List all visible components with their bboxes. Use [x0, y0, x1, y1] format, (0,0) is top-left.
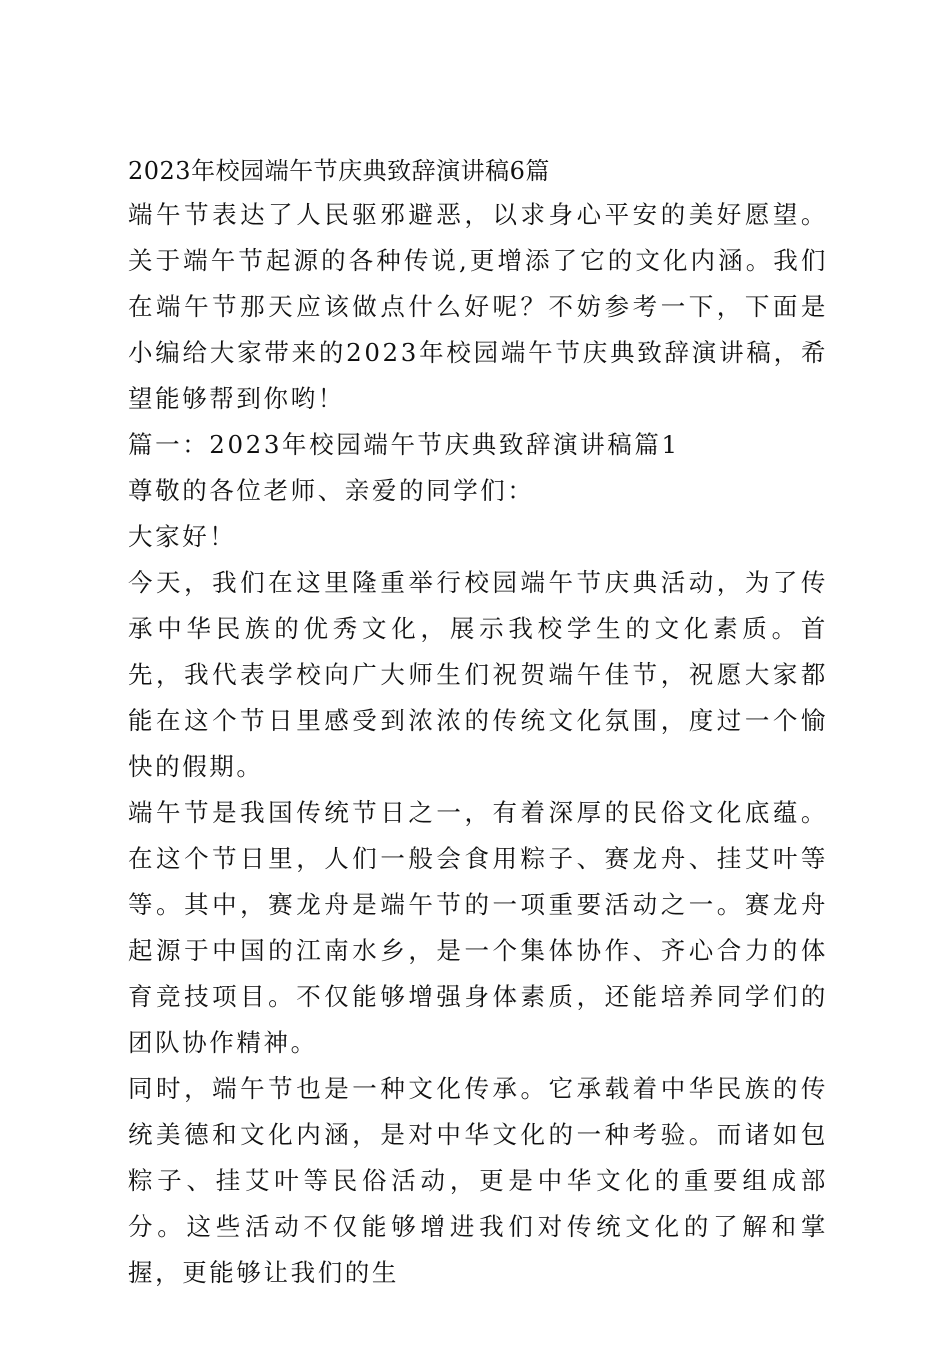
body-paragraph: 同时，端午节也是一种文化传承。它承载着中华民族的传统美德和文化内涵，是对中华文化的一种考验。而诸如包粽子、挂艾叶等民俗活动，更是中华文化的重要组成部分。这些活动不仅能够增进我们对传统文化的了解和掌握，更能够让我们的生 — [128, 1074, 828, 1287]
document-body — [128, 150, 828, 1296]
salutation: 尊敬的各位老师、亲爱的同学们： — [128, 476, 535, 505]
section-heading: 篇一：2023年校园端午节庆典致辞演讲稿篇1 — [128, 430, 680, 459]
greeting: 大家好！ — [128, 522, 237, 551]
body-paragraph: 端午节是我国传统节日之一，有着深厚的民俗文化底蕴。在这个节日里，人们一般会食用粽子、赛龙舟、挂艾叶等等。其中，赛龙舟是端午节的一项重要活动之一。赛龙舟起源于中国的江南水乡，是一个集体协作、齐心合力的体育竞技项目。不仅能够增强身体素质，还能培养同学们的团队协作精神。 — [128, 798, 828, 1057]
document-title: 2023年校园端午节庆典致辞演讲稿6篇 — [128, 157, 550, 185]
intro-paragraph: 端午节表达了人民驱邪避恶，以求身心平安的美好愿望。关于端午节起源的各种传说,更增添了它的文化内涵。我们在端午节那天应该做点什么好呢？不妨参考一下，下面是小编给大家带来的2023年校园端午节庆典致辞演讲稿，希望能够帮到你哟！ — [128, 200, 828, 413]
body-paragraph: 今天，我们在这里隆重举行校园端午节庆典活动，为了传承中华民族的优秀文化，展示我校学生的文化素质。首先，我代表学校向广大师生们祝贺端午佳节，祝愿大家都能在这个节日里感受到浓浓的传统文化氛围，度过一个愉快的假期。 — [128, 568, 828, 781]
